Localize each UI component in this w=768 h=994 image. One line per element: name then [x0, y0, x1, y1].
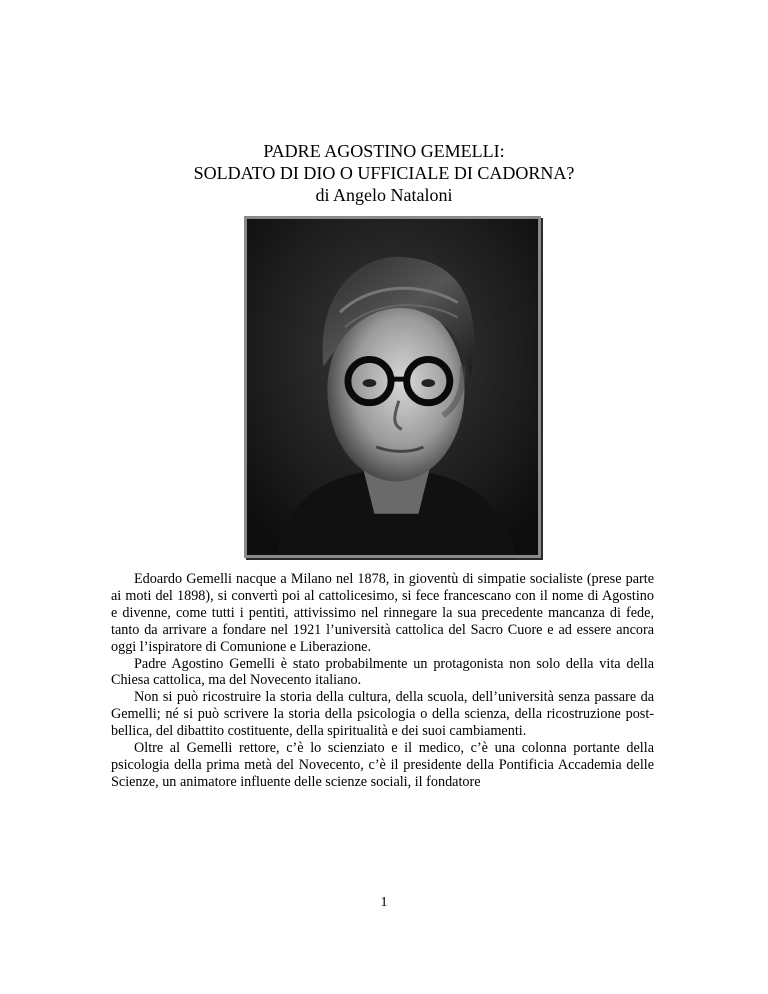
paragraph-3: Non si può ricostruire la storia della cultura, della scuola, dell’università senza passare da Gemelli; né si può scrivere la storia della psicologia o della scienza, della ricostruzione post-bellica, del dibattito costituente, della spiritualità e dei suoi cambiamenti. — [111, 689, 654, 740]
title-line-1: PADRE AGOSTINO GEMELLI: — [263, 141, 505, 161]
article-body — [111, 571, 654, 791]
paragraph-1: Edoardo Gemelli nacque a Milano nel 1878, in gioventù di simpatie socialiste (prese parte ai moti del 1898), si convertì poi al cattolicesimo, si fece francescano con il nome di Agostino e divenne, come tutti i pentiti, attivissimo nel rinnegare la sua precedente mancanza di fede, tanto da arrivare a fondare nel 1921 l’università cattolica del Sacro Cuore e ad essere ancora oggi l’ispiratore di Comunione e Liberazione. — [111, 571, 654, 655]
portrait-photo — [244, 216, 541, 558]
paragraph-2: Padre Agostino Gemelli è stato probabilmente un protagonista non solo della vita della Chiesa cattolica, ma del Novecento italiano. — [111, 655, 654, 689]
page-number: 1 — [380, 895, 388, 910]
byline: di Angelo Nataloni — [315, 185, 453, 205]
paragraph-4: Oltre al Gemelli rettore, c’è lo scienziato e il medico, c’è una colonna portante della psicologia della prima metà del Novecento, c’è il presidente della Pontificia Accademia delle Scienze, un animatore influente delle scienze sociali, il fondatore — [111, 740, 654, 790]
portrait-image — [247, 219, 538, 555]
title-line-2: SOLDATO DI DIO O UFFICIALE DI CADORNA? — [193, 163, 575, 183]
title-block — [0, 140, 768, 206]
